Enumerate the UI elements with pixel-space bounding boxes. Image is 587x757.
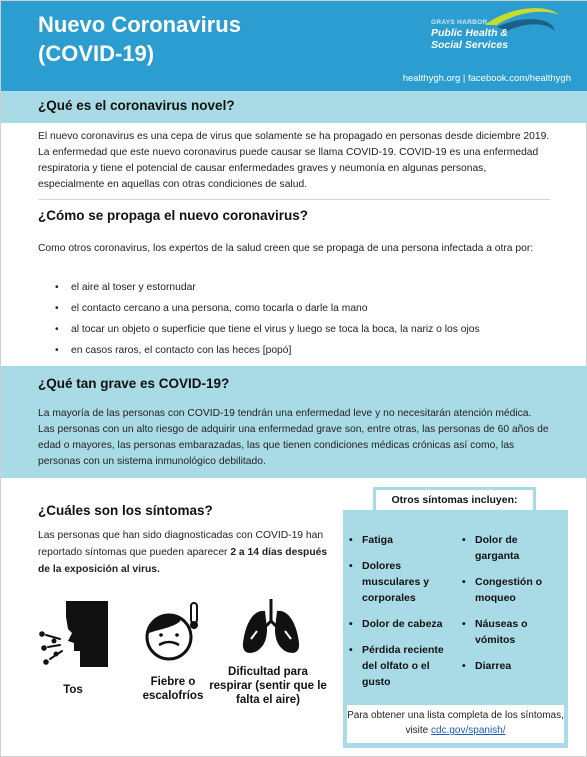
transmission-list [71,280,480,364]
section-2-intro: Como otros coronavirus, los expertos de la salud creen que se propaga de una persona infectada a otra por: [38,243,534,254]
header-links[interactable]: healthygh.org | facebook.com/healthygh [402,73,571,84]
section-1-title: ¿Qué es el coronavirus novel? [38,98,235,113]
cough-icon [36,599,114,669]
section-4-title: ¿Cuáles son los síntomas? [38,503,213,518]
section-4-body [38,527,328,578]
section-1-body: El nuevo coronavirus es una cepa de virus que solamente se ha propagado en personas desde diciembre 2019. La enfermedad que este nuevo coronavirus puede causar se llama COVID-19. COVID-19 es una enfermedad respiratoria y tiene el potencial de causar enfermedades graves y neumonía en algunas personas, especialmente en aquellas con otras condiciones de salud. [38,131,550,190]
symptoms-intro-text: Las personas que han sido diagnosticadas con COVID-19 han reportado síntomas que pueden aparecer [38,530,324,558]
breathing-label: Dificultad para respirar (sentir que le falta el aire) [209,666,327,706]
logo-small-text: GRAYS HARBOR [431,19,488,26]
logo-line-2: Social Services [431,39,509,51]
list-item: • el aire al toser y estornudar [71,280,480,301]
other-symptoms-col-1 [362,532,457,690]
list-item: • Diarrea [475,658,555,674]
list-item: • Dolor de garganta [475,532,555,564]
list-item: • en casos raros, el contacto con las heces [popó] [71,343,480,364]
cough-label: Tos [63,684,83,696]
section-3-title: ¿Qué tan grave es COVID-19? [38,376,230,391]
lungs-icon [239,595,303,659]
list-item: • Fatiga [362,532,457,548]
list-item: • Náuseas o vómitos [475,616,555,648]
section-2-title: ¿Cómo se propaga el nuevo coronavirus? [38,208,309,223]
fever-label: Fiebre o escalofríos [142,676,204,702]
title-line-2: (COVID-19) [38,41,155,66]
list-item: • Dolor de cabeza [362,616,457,632]
list-item: • al tocar un objeto o superficie que tiene el virus y luego se toca la boca, la nariz o los ojos [71,322,480,343]
sidebar-footer-text: Para obtener una lista completa de los síntomas, visite [347,710,564,736]
symptoms-timeframe: 2 a 14 días después de la exposición al virus. [38,547,328,575]
organization-logo [427,5,567,61]
list-item: • Pérdida reciente del olfato o el gusto [362,642,457,690]
list-item: • Congestión o moqueo [475,574,555,606]
section-3-body: La mayoría de las personas con COVID-19 tendrán una enfermedad leve y no necesitarán atención médica. Las personas con un alto riesgo de adquirir una enfermedad grave son, entre otras, las personas de 60 años de edad o mayores, las personas embarazadas, las que tienen condiciones médicas crónicas así como, las personas con un sistema inmunológico debilitado. [38,408,549,467]
cdc-link[interactable]: cdc.gov/spanish/ [431,725,506,736]
other-symptoms-title: Otros síntomas incluyen: [373,487,536,513]
logo-line-1: Public Health & [431,27,509,39]
other-symptoms-col-2 [475,532,555,674]
list-item: • el contacto cercano a una persona, como tocarla o darle la mano [71,301,480,322]
title-line-1: Nuevo Coronavirus [38,12,241,37]
list-item: • Dolores musculares y corporales [362,558,457,606]
divider [38,199,550,200]
header-banner [1,1,587,91]
page-title [38,10,241,68]
fever-icon [141,599,205,663]
sidebar-footer [347,705,564,743]
